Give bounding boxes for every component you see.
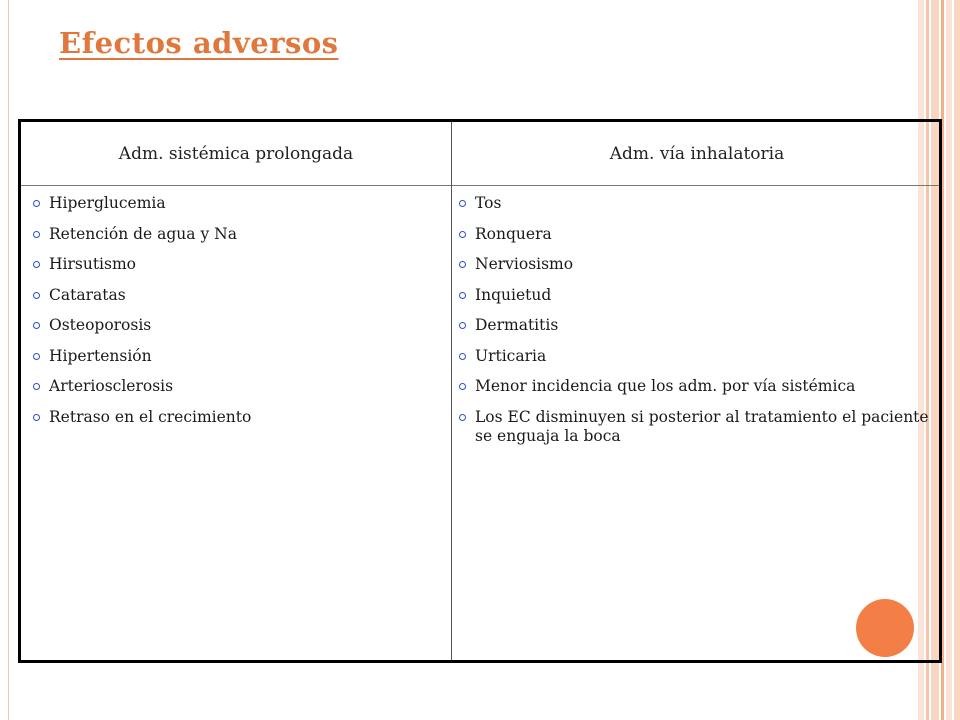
bullet-icon (33, 292, 40, 299)
list-item (33, 286, 438, 305)
list-item-text: Dermatitis (475, 316, 559, 334)
list-item (33, 316, 438, 335)
list-item (33, 377, 438, 396)
list-item (459, 194, 929, 213)
decorative-circle (856, 599, 914, 657)
bullet-icon (459, 414, 466, 421)
list-item (459, 347, 929, 366)
list-item-text: Osteoporosis (49, 316, 152, 334)
bullet-icon (33, 322, 40, 329)
list-item (459, 255, 929, 274)
left-margin-rule (8, 0, 9, 720)
list-item (459, 225, 929, 244)
bullet-icon (459, 353, 466, 360)
list-item (459, 408, 929, 446)
list-item-text: Retención de agua y Na (49, 224, 237, 243)
bullet-icon (459, 200, 466, 207)
systemic-effects-list (33, 186, 438, 427)
bullet-icon (459, 322, 466, 329)
list-item (33, 347, 438, 366)
list-item-text: Tos (475, 194, 502, 212)
list-item-text: Retraso en el crecimiento (49, 407, 252, 426)
bullet-icon (459, 292, 466, 299)
list-item-text: Ronquera (475, 224, 552, 243)
inhalation-effects-list (459, 186, 929, 446)
list-item-text: Urticaria (475, 346, 547, 365)
bullet-icon (459, 261, 466, 268)
list-item (459, 286, 929, 305)
bullet-icon (459, 383, 466, 390)
list-item-text: Arteriosclerosis (49, 377, 174, 395)
list-item-text: Menor incidencia que los adm. por vía sistémica (475, 377, 856, 395)
bullet-icon (459, 231, 466, 238)
column-divider (451, 122, 452, 660)
list-item-text: Cataratas (49, 285, 126, 304)
list-item-text: Nerviosismo (475, 255, 574, 273)
list-item-text: Inquietud (475, 285, 552, 304)
list-item-text: Hiperglucemia (49, 194, 166, 212)
bullet-icon (33, 261, 40, 268)
adverse-effects-table (18, 119, 942, 663)
list-item-text: Hirsutismo (49, 255, 136, 273)
list-item (459, 316, 929, 335)
list-item (459, 377, 929, 396)
bullet-icon (33, 200, 40, 207)
bullet-icon (33, 383, 40, 390)
bullet-icon (33, 231, 40, 238)
bullet-icon (33, 353, 40, 360)
list-item (33, 225, 438, 244)
bullet-icon (33, 414, 40, 421)
list-item (33, 255, 438, 274)
slide-title: Efectos adversos (59, 26, 339, 60)
list-item (33, 194, 438, 213)
list-item (33, 408, 438, 427)
list-item-text: Hipertensión (49, 346, 152, 365)
list-item-text: Los EC disminuyen si posterior al tratamiento el paciente se enguaja la boca (475, 407, 929, 445)
header-inhalation: Adm. vía inhalatoria (609, 143, 785, 164)
header-systemic: Adm. sistémica prolongada (118, 143, 354, 164)
